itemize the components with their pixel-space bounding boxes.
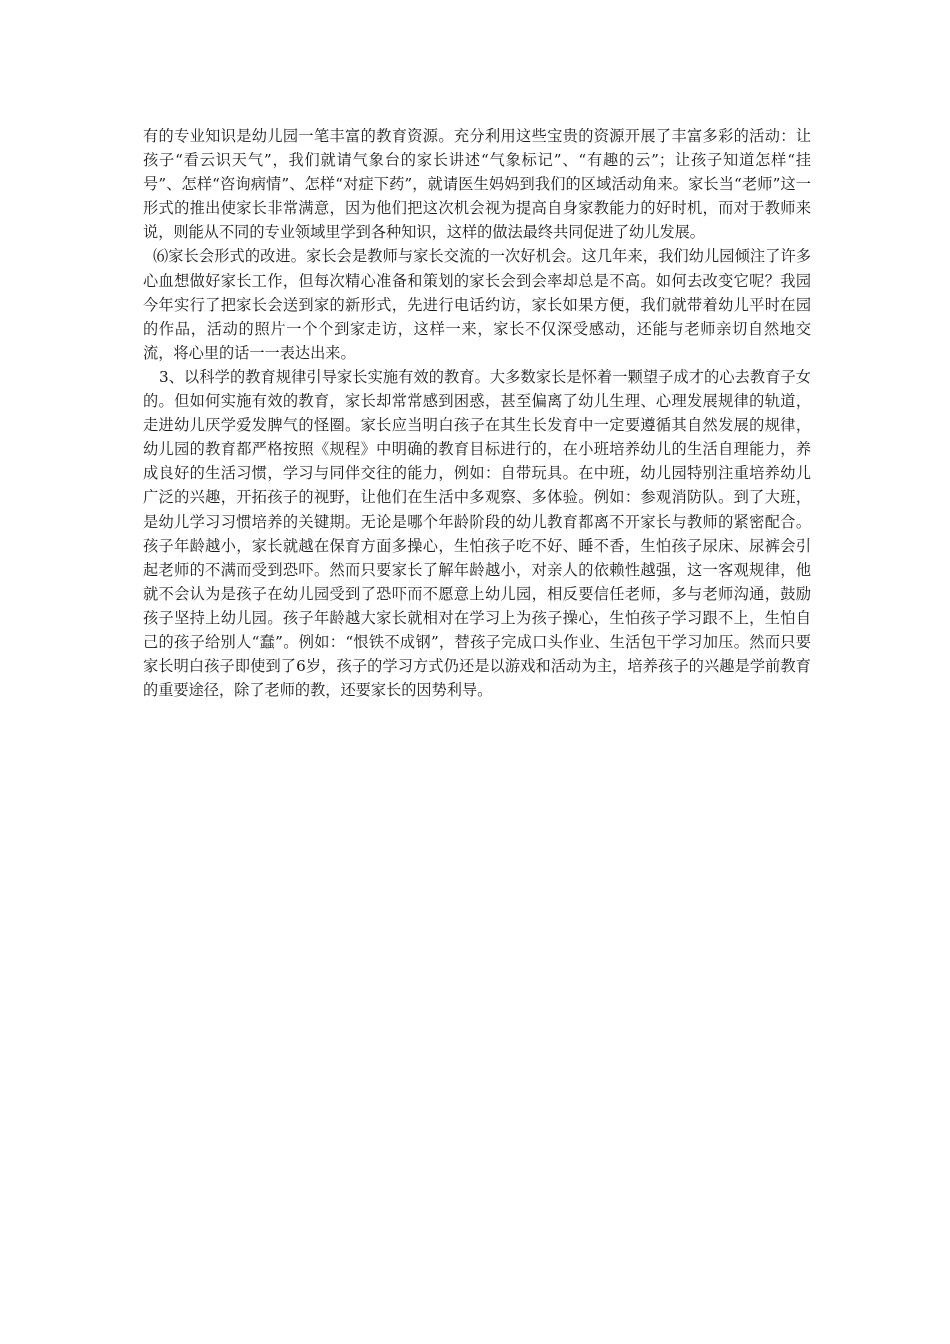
paragraph-parent-meeting: ⑹家长会形式的改进。家长会是教师与家长交流的一次好机会。这几年来，我们幼儿园倾注了许多心血想做好家长工作，但每次精心准备和策划的家长会到会率却总是不高。如何去改变它呢？我园今年实行了把家长会送到家的新形式，先进行电话约访，家长如果方便，我们就带着幼儿平时在园的作品，活动的照片一个个到家走访，这样一来，家长不仅深受感动，还能与老师亲切自然地交流，将心里的话一一表达出来。 [143, 247, 811, 362]
paragraph-parent-resources: 有的专业知识是幼儿园一笔丰富的教育资源。充分利用这些宝贵的资源开展了丰富多彩的活动：让孩子“看云识天气”，我们就请气象台的家长讲述“气象标记”、“有趣的云”；让孩子知道怎样“挂号”、怎样“咨询病情”、怎样“对症下药”，就请医生妈妈到我们的区域活动角来。家长当“老师”这一形式的推出使家长非常满意，因为他们把这次机会视为提高自身家教能力的好时机，而对于教师来说，则能从不同的专业领域里学到各种知识，这样的做法最终共同促进了幼儿发展。 [143, 127, 811, 242]
document-body [143, 124, 811, 702]
paragraph-education-rules: 3、以科学的教育规律引导家长实施有效的教育。大多数家长是怀着一颗望子成才的心去教育子女的。但如何实施有效的教育，家长却常常感到困惑，甚至偏离了幼儿生理、心理发展规律的轨道，走进幼儿厌学爱发脾气的怪圈。家长应当明白孩子在其生长发育中一定要遵循其自然发展的规律，幼儿园的教育都严格按照《规程》中明确的教育目标进行的，在小班培养幼儿的生活自理能力，养成良好的生活习惯，学习与同伴交往的能力，例如：自带玩具。在中班，幼儿园特别注重培养幼儿广泛的兴趣，开拓孩子的视野，让他们在生活中多观察、多体验。例如：参观消防队。到了大班，是幼儿学习习惯培养的关键期。无论是哪个年龄阶段的幼儿教育都离不开家长与教师的紧密配合。孩子年龄越小，家长就越在保育方面多操心，生怕孩子吃不好、睡不香，生怕孩子尿床、尿裤会引起老师的不满而受到恐吓。然而只要家长了解年龄越小，对亲人的依赖性越强，这一客观规律，他就不会认为是孩子在幼儿园受到了恐吓而不愿意上幼儿园，相反要信任老师，多与老师沟通，鼓励孩子坚持上幼儿园。孩子年龄越大家长就相对在学习上为孩子操心，生怕孩子学习跟不上，生怕自己的孩子给别人“蠢”。例如：“恨铁不成钢”，替孩子完成口头作业、生活包干学习加压。然而只要家长明白孩子即使到了6岁，孩子的学习方式仍还是以游戏和活动为主，培养孩子的兴趣是学前教育的重要途径，除了老师的教，还要家长的因势利导。 [143, 367, 811, 700]
